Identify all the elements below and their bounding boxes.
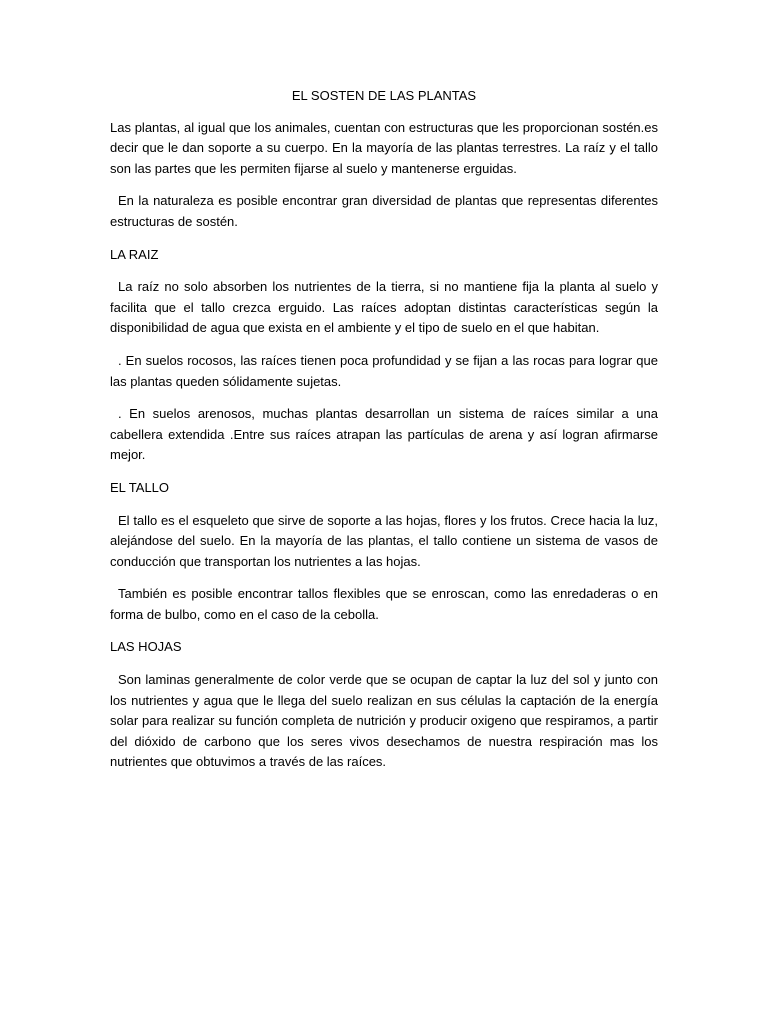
tallo-paragraph-1: El tallo es el esqueleto que sirve de soporte a las hojas, flores y los frutos. Crece hacia la luz, alejándose del suelo. En la mayoría de las plantas, el tallo contiene un sistema de vasos de conducción que transportan los nutrientes a las hojas.: [110, 512, 658, 569]
hojas-paragraph-1: Son laminas generalmente de color verde que se ocupan de captar la luz del sol y junto con los nutrientes y agua que le llega del suelo realizan en sus células la captación de la energía solar para realizar su función completa de nutrición y producir oxigeno que respiramos, a partir del dióxido de carbono que los seres vivos desechamos de nuestra respiración mas los nutrientes que obtuvimos a través de las raíces.: [110, 672, 658, 770]
raiz-paragraph-1: La raíz no solo absorben los nutrientes de la tierra, si no mantiene fija la planta al suelo y facilita que el tallo crezca erguido. Las raíces adoptan distintas características según la disponibilidad de agua que exista en el ambiente y el tipo de suelo en el que habitan.: [110, 279, 658, 336]
tallo-paragraph-2: También es posible encontrar tallos flexibles que se enroscan, como las enredaderas o en forma de bulbo, como en el caso de la cebolla.: [110, 586, 658, 622]
document-title: EL SOSTEN DE LAS PLANTAS: [291, 88, 477, 103]
raiz-paragraph-2: . En suelos rocosos, las raíces tienen poca profundidad y se fijan a las rocas para lograr que las plantas queden sólidamente sujetas.: [110, 352, 658, 389]
section-heading-tallo: EL TALLO: [110, 479, 170, 495]
section-heading-hojas: LAS HOJAS: [110, 639, 182, 655]
intro-paragraph-1: Las plantas, al igual que los animales, cuentan con estructuras que les proporcionan sostén.es decir que le dan soporte a su cuerpo. En la mayoría de las plantas terrestres. La raíz y el tallo son las partes que les permiten fijarse al suelo y mantenerse erguidas.: [110, 119, 658, 176]
intro-paragraph-2: En la naturaleza es posible encontrar gran diversidad de plantas que representas diferentes estructuras de sostén.: [110, 193, 658, 229]
section-heading-raiz: LA RAIZ: [110, 246, 159, 262]
document-page: [110, 86, 658, 785]
raiz-paragraph-3: . En suelos arenosos, muchas plantas desarrollan un sistema de raíces similar a una cabellera extendida .Entre sus raíces atrapan las partículas de arena y así logran afirmarse mejor.: [110, 406, 658, 463]
